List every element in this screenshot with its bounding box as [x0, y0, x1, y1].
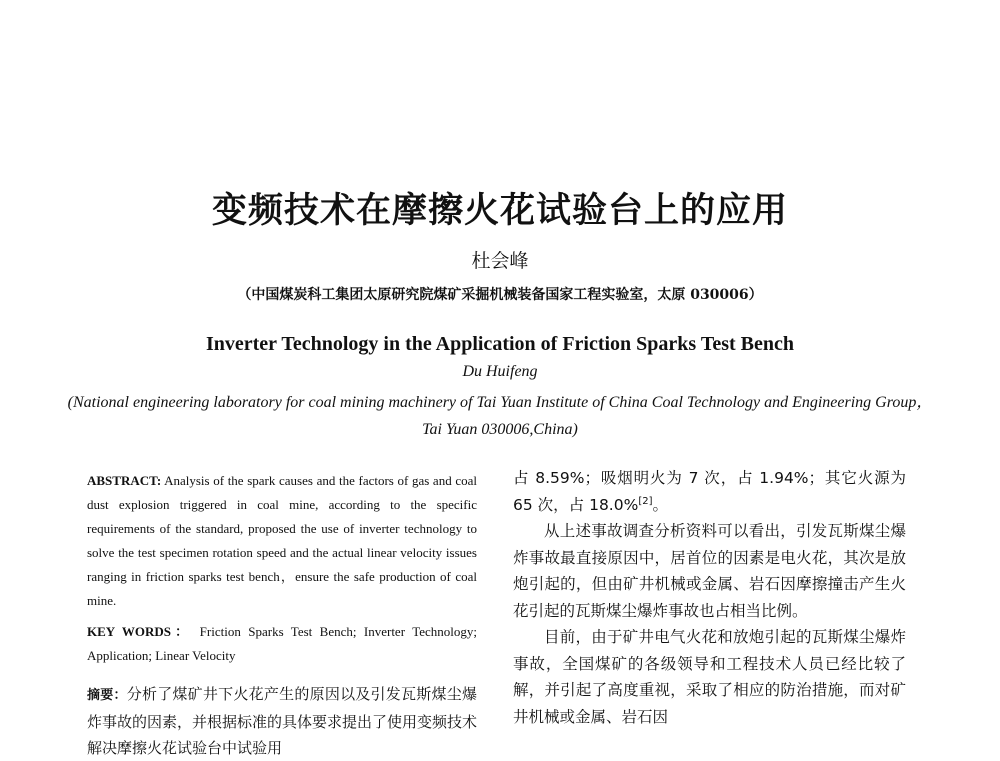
body-paragraph-1-end: 。	[652, 495, 669, 514]
citation-ref: [2]	[638, 495, 653, 507]
body-paragraph-3: 目前，由于矿井电气火花和放炮引起的瓦斯煤尘爆炸事故，全国煤矿的各级领导和工程技术人员已经比较了解，并引起了高度重视，采取了相应的防治措施，而对矿井机械或金属、岩石因	[513, 628, 906, 726]
paper-title-en: Inverter Technology in the Application of Friction Sparks Test Bench	[205, 333, 795, 355]
body-paragraph-2: 从上述事故调查分析资料可以看出，引发瓦斯煤尘爆炸事故最直接原因中，居首位的因素是电火花，其次是放炮引起的，但由矿井机械或金属、岩石因摩擦撞击产生火花引起的瓦斯煤尘爆炸事故也占相当比例。	[513, 522, 906, 620]
body-paragraph-1-text: 占 8.59%；吸烟明火为 7 次，占 1.94%；其它火源为 65 次，占 18.0%	[513, 469, 906, 514]
affiliation-en: (National engineering laboratory for coal mining machinery of Tai Yuan Institute of China Coal Technology and Engineering Group，Tai Yuan 030006,China)	[67, 394, 933, 438]
keywords-en	[87, 620, 477, 668]
author-cn: 杜会峰	[471, 250, 529, 272]
abstract-cn-text: 分析了煤矿井下火花产生的原因以及引发瓦斯煤尘爆炸事故的因素，并根据标准的具体要求提出了使用变频技术解决摩擦火花试验台中试验用	[87, 685, 478, 757]
author-en: Du Huifeng	[462, 363, 538, 380]
abstract-en	[87, 469, 477, 613]
keywords-en-text: Friction Sparks Test Bench; Inverter Technology; Application; Linear Velocity	[87, 624, 477, 663]
abstract-en-label: ABSTRACT:	[87, 473, 162, 488]
affiliation-cn: （中国煤炭科工集团太原研究院煤矿采掘机械装备国家工程实验室，太原 030006）	[237, 287, 763, 303]
body-paragraph-1	[513, 465, 906, 518]
right-column	[513, 465, 906, 730]
keywords-en-label: KEY WORDS：	[87, 624, 193, 639]
abstract-cn	[87, 681, 477, 761]
abstract-cn-label: 摘要：	[87, 688, 127, 703]
abstract-en-text: Analysis of the spark causes and the factors of gas and coal dust explosion triggered in coal mine, according to the specific requirements of the standard, proposed the use of inverter technology to solve the test specimen rotation speed and the actual linear velocity issues ranging in friction sparks test bench，ensure the safe production of coal mine.	[87, 473, 477, 608]
paper-title-cn: 变频技术在摩擦火花试验台上的应用	[211, 191, 788, 231]
left-column	[87, 469, 477, 761]
